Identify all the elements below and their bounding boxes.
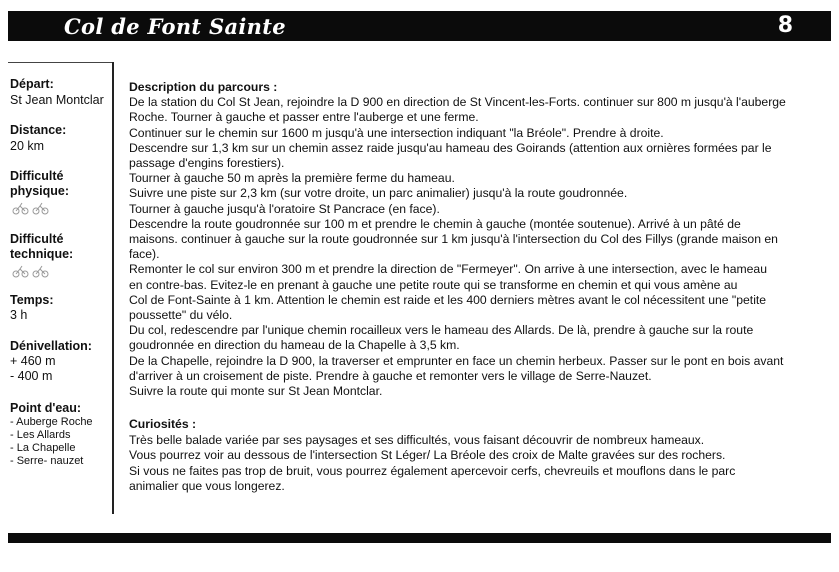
curiosites-heading: Curiosités : (129, 417, 197, 431)
bottom-bar (8, 533, 831, 543)
description-line: Col de Font-Sainte à 1 km. Attention le chemin est raide et les 400 derniers mètres avant le col nécessitent une "petite (129, 292, 767, 307)
route-description (129, 80, 829, 399)
denivellation-plus: + 460 m (10, 354, 56, 368)
description-line: Suivre une piste sur 2,3 km (sur votre droite, un parc animalier) jusqu'à la route goudronnée. (129, 186, 628, 201)
description-line: Roche. Tourner à gauche et passer entre l'auberge et une ferme. (129, 110, 479, 125)
description-line: De la station du Col St Jean, rejoindre la D 900 en direction de St Vincent-les-Forts. continuer sur 800 m jusqu'à l'auberge (129, 95, 786, 110)
page-title: Col de Font Sainte (64, 14, 286, 39)
curiosites-line: Si vous ne faites pas trop de bruit, vous pourrez également apercevoir cerfs, chevreuils et mouflons dans le parc (129, 463, 736, 478)
depart-value: St Jean Montclar (10, 93, 104, 107)
cyclist-icon (12, 201, 52, 218)
diff-physique-label-1: Difficulté (10, 169, 64, 183)
curiosites-line: animalier que vous longerez. (129, 478, 285, 493)
description-line: poussette" du vélo. (129, 308, 233, 323)
description-line: De la Chapelle, rejoindre la D 900, la traverser et emprunter en face un chemin herbeux. Passer sur le pont en bois avant (129, 353, 784, 368)
distance-label: Distance: (10, 123, 67, 137)
distance-value: 20 km (10, 139, 45, 153)
description-heading: Description du parcours : (129, 80, 278, 94)
description-line: Continuer sur le chemin sur 1600 m jusqu'à une intersection indiquant "la Bréole". Prendre à droite. (129, 125, 664, 140)
list-item: - La Chapelle (10, 442, 76, 454)
curiosites-line: Très belle balade variée par ses paysages et ses difficultés, vous faisant découvrir de nombreux hameaux. (129, 433, 705, 448)
description-line: Tourner à gauche jusqu'à l'oratoire St Pancrace (en face). (129, 201, 440, 216)
temps-value: 3 h (10, 308, 28, 322)
description-line: Descendre la route goudronnée sur 100 m et prendre le chemin à gauche (montée soutenue). Arrivé à un pâté de (129, 216, 741, 231)
denivellation-minus: - 400 m (10, 369, 53, 383)
list-item: - Auberge Roche (10, 416, 93, 428)
curiosites-line: Vous pourrez voir au dessous de l'intersection St Léger/ La Bréole des croix de Malte gravées sur des rochers. (129, 448, 726, 463)
description-line: Descendre sur 1,3 km sur un chemin assez raide jusqu'au hameau des Goirands (attention aux ornières formées par le (129, 140, 772, 155)
temps-label: Temps: (10, 293, 54, 307)
description-line: Suivre la route qui monte sur St Jean Montclar. (129, 384, 383, 399)
sidebar-top-rule (8, 62, 112, 63)
description-line: en contre-bas. Evitez-le en prenant à gauche une petite route qui se transforme en chemin et qui vous amène au (129, 277, 738, 292)
page-number: 8 (777, 13, 793, 38)
diff-physique-label-2: physique: (10, 184, 70, 198)
description-line: d'arriver à un croisement de piste. Prendre à gauche et remonter vers le village de Serre-Nauzet. (129, 368, 652, 383)
description-line: goudronnée en direction du hameau de la Chapelle à 3,5 km. (129, 338, 460, 353)
list-item: - Les Allards (10, 429, 71, 441)
cyclist-icon (12, 264, 52, 281)
description-line: Tourner à gauche 50 m après la première ferme du hameau. (129, 171, 455, 186)
description-line: passage d'engins forestiers). (129, 156, 285, 171)
point-eau-label: Point d'eau: (10, 401, 82, 415)
description-line: Remonter le col sur environ 300 m et prendre la direction de "Fermeyer". On arrive à une intersection, avec le hameau (129, 262, 767, 277)
diff-technique-label-1: Difficulté (10, 232, 64, 246)
point-eau-list (10, 416, 93, 468)
denivellation-label: Dénivellation: (10, 339, 92, 353)
route-info-sidebar (8, 62, 114, 514)
description-line: Du col, redescendre par l'unique chemin rocailleux vers le hameau des Allards. De là, prendre à gauche sur la route (129, 323, 754, 338)
title-bar (8, 11, 831, 41)
diff-technique-label-2: technique: (10, 247, 74, 261)
description-line: face). (129, 247, 160, 262)
curiosites-section (129, 417, 829, 494)
description-line: maisons. continuer à gauche sur la route goudronnée sur 1 km jusqu'à l'intersection du Col des Fillys (grande maison en (129, 232, 778, 247)
list-item: - Serre- nauzet (10, 455, 84, 467)
depart-label: Départ: (10, 77, 54, 91)
